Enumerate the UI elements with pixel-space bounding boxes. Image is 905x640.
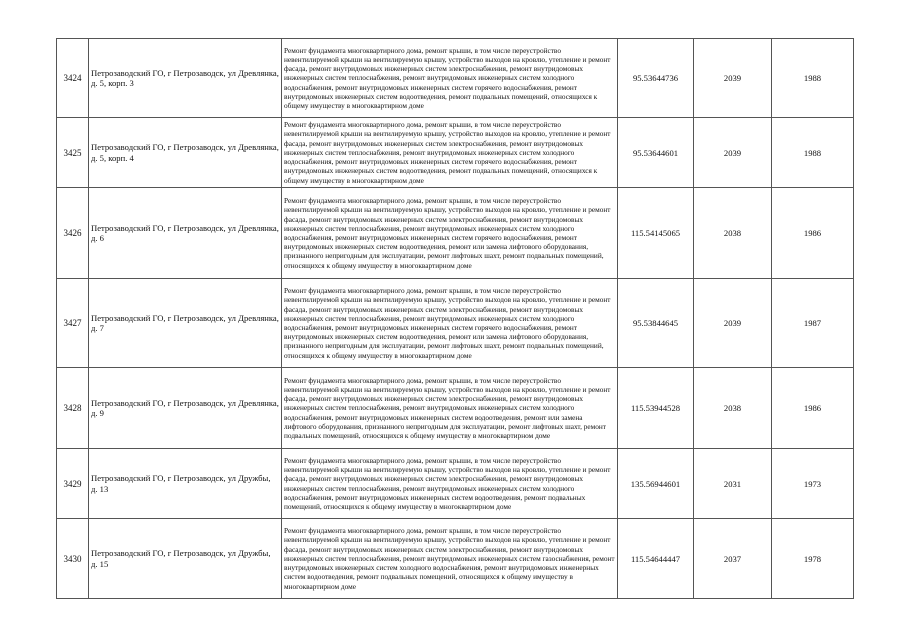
cost-cell: 115.53944528 (618, 368, 694, 449)
cost-cell: 95.53644736 (618, 39, 694, 118)
planned-year-cell: 2031 (694, 449, 772, 519)
build-year-cell: 1988 (772, 118, 854, 188)
works-cell: Ремонт фундамента многоквартирного дома, ремонт крыши, в том числе переустройство невентилируемой крыши на вентилируемую крышу, устройство выходов на кровлю, утепление и ремонт фасада, ремонт внутридомовых инженерных систем электроснабжения, ремонт внутридомовых инженерных систем теплоснабжения, ремонт внутридомовых инженерных систем холодного водоснабжения, ремонт внутридомовых инженерных систем горячего водоснабжения, ремонт внутридомовых инженерных систем водоотведения, ремонт подвальных помещений, относящихся к общему имуществу в многоквартирном доме (282, 39, 618, 118)
row-number: 3430 (57, 519, 89, 599)
cost-cell: 95.53644601 (618, 118, 694, 188)
cost-cell: 95.53844645 (618, 279, 694, 368)
works-cell: Ремонт фундамента многоквартирного дома, ремонт крыши, в том числе переустройство невентилируемой крыши на вентилируемую крышу, устройство выходов на кровлю, утепление и ремонт фасада, ремонт внутридомовых инженерных систем электроснабжения, ремонт внутридомовых инженерных систем теплоснабжения, ремонт внутридомовых инженерных систем холодного водоснабжения, ремонт внутридомовых инженерных систем горячего водоснабжения, ремонт внутридомовых инженерных систем водоотведения, ремонт или замена лифтового оборудования, признанного непригодным для эксплуатации, ремонт лифтовых шахт, ремонт подвальных помещений, относящихся к общему имуществу в многоквартирном доме (282, 188, 618, 279)
build-year-cell: 1986 (772, 188, 854, 279)
planned-year-cell: 2038 (694, 188, 772, 279)
row-number: 3426 (57, 188, 89, 279)
planned-year-cell: 2039 (694, 39, 772, 118)
works-cell: Ремонт фундамента многоквартирного дома, ремонт крыши, в том числе переустройство невентилируемой крыши на вентилируемую крышу, устройство выходов на кровлю, утепление и ремонт фасада, ремонт внутридомовых инженерных систем электроснабжения, ремонт внутридомовых инженерных систем теплоснабжения, ремонт внутридомовых инженерных систем газоснабжения, ремонт внутридомовых инженерных систем холодного водоснабжения, ремонт внутридомовых инженерных систем водоотведения, ремонт подвальных помещений, относящихся к общему имуществу в многоквартирном доме (282, 519, 618, 599)
planned-year-cell: 2037 (694, 519, 772, 599)
planned-year-cell: 2039 (694, 118, 772, 188)
address-cell: Петрозаводский ГО, г Петрозаводск, ул Древлянка, д. 7 (89, 279, 282, 368)
repair-schedule-table (56, 38, 854, 599)
address-cell: Петрозаводский ГО, г Петрозаводск, ул Дружбы, д. 13 (89, 449, 282, 519)
row-number: 3424 (57, 39, 89, 118)
table-row (57, 118, 854, 188)
table-row (57, 519, 854, 599)
build-year-cell: 1978 (772, 519, 854, 599)
cost-cell: 115.54145065 (618, 188, 694, 279)
row-number: 3425 (57, 118, 89, 188)
table-row (57, 368, 854, 449)
planned-year-cell: 2038 (694, 368, 772, 449)
build-year-cell: 1988 (772, 39, 854, 118)
works-cell: Ремонт фундамента многоквартирного дома, ремонт крыши, в том числе переустройство невентилируемой крыши на вентилируемую крышу, устройство выходов на кровлю, утепление и ремонт фасада, ремонт внутридомовых инженерных систем электроснабжения, ремонт внутридомовых инженерных систем теплоснабжения, ремонт внутридомовых инженерных систем холодного водоснабжения, ремонт внутридомовых инженерных систем горячего водоснабжения, ремонт внутридомовых инженерных систем водоотведения, ремонт или замена лифтового оборудования, признанного непригодным для эксплуатации, ремонт лифтовых шахт, ремонт подвальных помещений, относящихся к общему имуществу в многоквартирном доме (282, 279, 618, 368)
address-cell: Петрозаводский ГО, г Петрозаводск, ул Древлянка, д. 5, корп. 3 (89, 39, 282, 118)
address-cell: Петрозаводский ГО, г Петрозаводск, ул Древлянка, д. 6 (89, 188, 282, 279)
table-row (57, 39, 854, 118)
cost-cell: 135.56944601 (618, 449, 694, 519)
address-cell: Петрозаводский ГО, г Петрозаводск, ул Дружбы, д. 15 (89, 519, 282, 599)
table-row (57, 449, 854, 519)
table-row (57, 279, 854, 368)
row-number: 3429 (57, 449, 89, 519)
works-cell: Ремонт фундамента многоквартирного дома, ремонт крыши, в том числе переустройство невентилируемой крыши на вентилируемую крышу, устройство выходов на кровлю, утепление и ремонт фасада, ремонт внутридомовых инженерных систем электроснабжения, ремонт внутридомовых инженерных систем теплоснабжения, ремонт внутридомовых инженерных систем холодного водоснабжения, ремонт внутридомовых инженерных систем горячего водоснабжения, ремонт внутридомовых инженерных систем водоотведения, ремонт подвальных помещений, относящихся к общему имуществу в многоквартирном доме (282, 118, 618, 188)
planned-year-cell: 2039 (694, 279, 772, 368)
address-cell: Петрозаводский ГО, г Петрозаводск, ул Древлянка, д. 5, корп. 4 (89, 118, 282, 188)
works-cell: Ремонт фундамента многоквартирного дома, ремонт крыши, в том числе переустройство невентилируемой крыши на вентилируемую крышу, устройство выходов на кровлю, утепление и ремонт фасада, ремонт внутридомовых инженерных систем электроснабжения, ремонт внутридомовых инженерных систем теплоснабжения, ремонт внутридомовых инженерных систем холодного водоснабжения, ремонт внутридомовых инженерных систем водоотведения, ремонт или замена лифтового оборудования, признанного непригодным для эксплуатации, ремонт лифтовых шахт, ремонт подвальных помещений, относящихся к общему имуществу в многоквартирном доме (282, 368, 618, 449)
cost-cell: 115.54644447 (618, 519, 694, 599)
row-number: 3428 (57, 368, 89, 449)
works-cell: Ремонт фундамента многоквартирного дома, ремонт крыши, в том числе переустройство невентилируемой крыши на вентилируемую крышу, устройство выходов на кровлю, утепление и ремонт фасада, ремонт внутридомовых инженерных систем электроснабжения, ремонт внутридомовых инженерных систем теплоснабжения, ремонт внутридомовых инженерных систем холодного водоснабжения, ремонт внутридомовых инженерных систем водоотведения, ремонт подвальных помещений, относящихся к общему имуществу в многоквартирном доме (282, 449, 618, 519)
table-row (57, 188, 854, 279)
build-year-cell: 1973 (772, 449, 854, 519)
build-year-cell: 1987 (772, 279, 854, 368)
address-cell: Петрозаводский ГО, г Петрозаводск, ул Древлянка, д. 9 (89, 368, 282, 449)
build-year-cell: 1986 (772, 368, 854, 449)
row-number: 3427 (57, 279, 89, 368)
